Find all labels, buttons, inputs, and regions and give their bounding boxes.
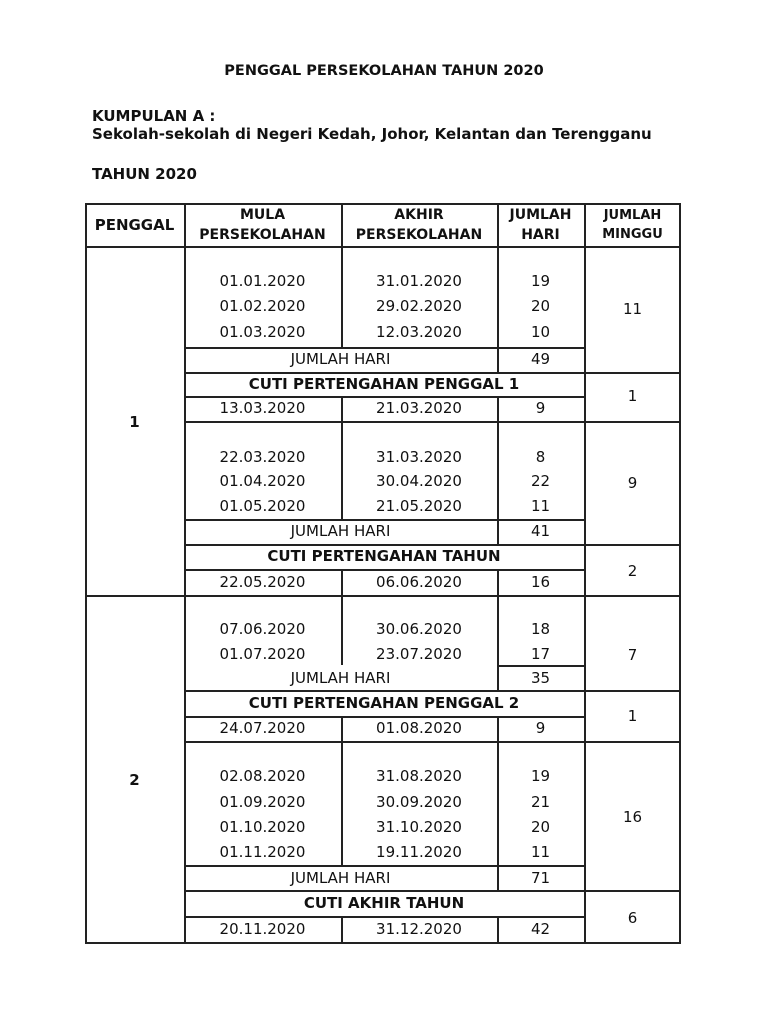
date-start: 01.09.2020	[219, 793, 306, 811]
date-end: 21.05.2020	[376, 497, 462, 515]
day-count: 19	[530, 272, 551, 290]
week-count: 1	[627, 707, 638, 725]
total-label: JUMLAH HARI	[290, 522, 391, 540]
break-title: CUTI PERTENGAHAN PENGGAL 2	[248, 694, 520, 712]
date-end: 06.06.2020	[376, 573, 462, 591]
date-end: 31.08.2020	[376, 767, 462, 785]
header-mula-line1: MULA	[239, 207, 286, 223]
date-end: 23.07.2020	[376, 645, 462, 663]
day-count: 18	[530, 620, 551, 638]
day-count: 9	[535, 399, 546, 417]
header-penggal: PENGGAL	[94, 216, 175, 234]
penggal-1-label: 1	[129, 413, 140, 431]
header-minggu-line1: JUMLAH	[603, 208, 662, 223]
date-end: 21.03.2020	[376, 399, 462, 417]
date-start: 01.07.2020	[219, 645, 306, 663]
date-start: 01.01.2020	[219, 272, 306, 290]
header-mula-line2: PERSEKOLAHAN	[199, 227, 326, 243]
header-mula	[184, 205, 341, 245]
date-end: 31.03.2020	[376, 448, 462, 466]
date-start: 01.04.2020	[219, 472, 306, 490]
week-count: 2	[627, 562, 638, 580]
date-start: 01.10.2020	[219, 818, 306, 836]
total-label: JUMLAH HARI	[290, 869, 391, 887]
date-end: 29.02.2020	[376, 297, 462, 315]
date-end: 30.04.2020	[376, 472, 462, 490]
date-start: 01.05.2020	[219, 497, 306, 515]
date-start: 07.06.2020	[219, 620, 306, 638]
day-count: 10	[530, 323, 551, 341]
week-count: 16	[622, 808, 643, 826]
day-count: 17	[530, 645, 551, 663]
total-days: 41	[530, 522, 551, 540]
group-description: Sekolah-sekolah di Negeri Kedah, Johor, Kelantan dan Terengganu	[92, 125, 652, 143]
row-divider	[184, 741, 681, 743]
date-end: 01.08.2020	[376, 719, 462, 737]
date-end: 31.12.2020	[376, 920, 462, 938]
day-count: 11	[530, 843, 551, 861]
week-count: 7	[627, 646, 638, 664]
date-end: 31.10.2020	[376, 818, 462, 836]
date-end: 19.11.2020	[376, 843, 462, 861]
week-count: 11	[622, 300, 643, 318]
header-minggu-line2: MINGGU	[602, 227, 663, 242]
header-divider	[85, 246, 681, 248]
penggal-2-label: 2	[129, 771, 140, 789]
header-akhir-line1: AKHIR	[394, 207, 444, 223]
header-hari-line1: JUMLAH	[509, 207, 572, 223]
day-count: 19	[530, 767, 551, 785]
header-jumlah-minggu	[584, 206, 681, 244]
date-start: 01.11.2020	[219, 843, 306, 861]
date-start: 02.08.2020	[219, 767, 306, 785]
week-count: 1	[627, 387, 638, 405]
date-end: 30.09.2020	[376, 793, 462, 811]
week-count: 6	[627, 909, 638, 927]
break-title: CUTI PERTENGAHAN PENGGAL 1	[248, 375, 520, 393]
date-start: 01.02.2020	[219, 297, 306, 315]
document-title: PENGGAL PERSEKOLAHAN TAHUN 2020	[224, 63, 544, 79]
date-end: 31.01.2020	[376, 272, 462, 290]
date-start: 20.11.2020	[219, 920, 306, 938]
day-count: 8	[535, 448, 546, 466]
header-akhir	[341, 205, 497, 245]
total-days: 35	[530, 669, 551, 687]
row-divider	[184, 421, 681, 423]
header-akhir-line2: PERSEKOLAHAN	[355, 227, 483, 243]
day-count: 11	[530, 497, 551, 515]
table-border	[85, 942, 681, 944]
date-start: 22.03.2020	[219, 448, 306, 466]
date-end: 12.03.2020	[376, 323, 462, 341]
total-days: 49	[530, 350, 551, 368]
year-label: TAHUN 2020	[92, 165, 197, 183]
day-count: 21	[530, 793, 551, 811]
school-term-table	[85, 203, 681, 943]
total-label: JUMLAH HARI	[290, 669, 391, 687]
header-jumlah-hari	[497, 205, 584, 245]
group-label: KUMPULAN A :	[92, 107, 216, 125]
penggal-divider	[85, 595, 681, 597]
date-end: 30.06.2020	[376, 620, 462, 638]
day-count: 22	[530, 472, 551, 490]
date-start: 01.03.2020	[219, 323, 306, 341]
break-title: CUTI PERTENGAHAN TAHUN	[267, 547, 501, 565]
week-count: 9	[627, 474, 638, 492]
total-days: 71	[530, 869, 551, 887]
day-count: 20	[530, 818, 551, 836]
day-count: 20	[530, 297, 551, 315]
date-start: 13.03.2020	[219, 399, 306, 417]
date-start: 24.07.2020	[219, 719, 306, 737]
header-hari-line2: HARI	[521, 227, 560, 243]
day-count: 16	[530, 573, 551, 591]
day-count: 42	[530, 920, 551, 938]
date-start: 22.05.2020	[219, 573, 306, 591]
total-label: JUMLAH HARI	[290, 350, 391, 368]
break-title: CUTI AKHIR TAHUN	[303, 894, 465, 912]
table-border	[85, 203, 87, 943]
day-count: 9	[535, 719, 546, 737]
